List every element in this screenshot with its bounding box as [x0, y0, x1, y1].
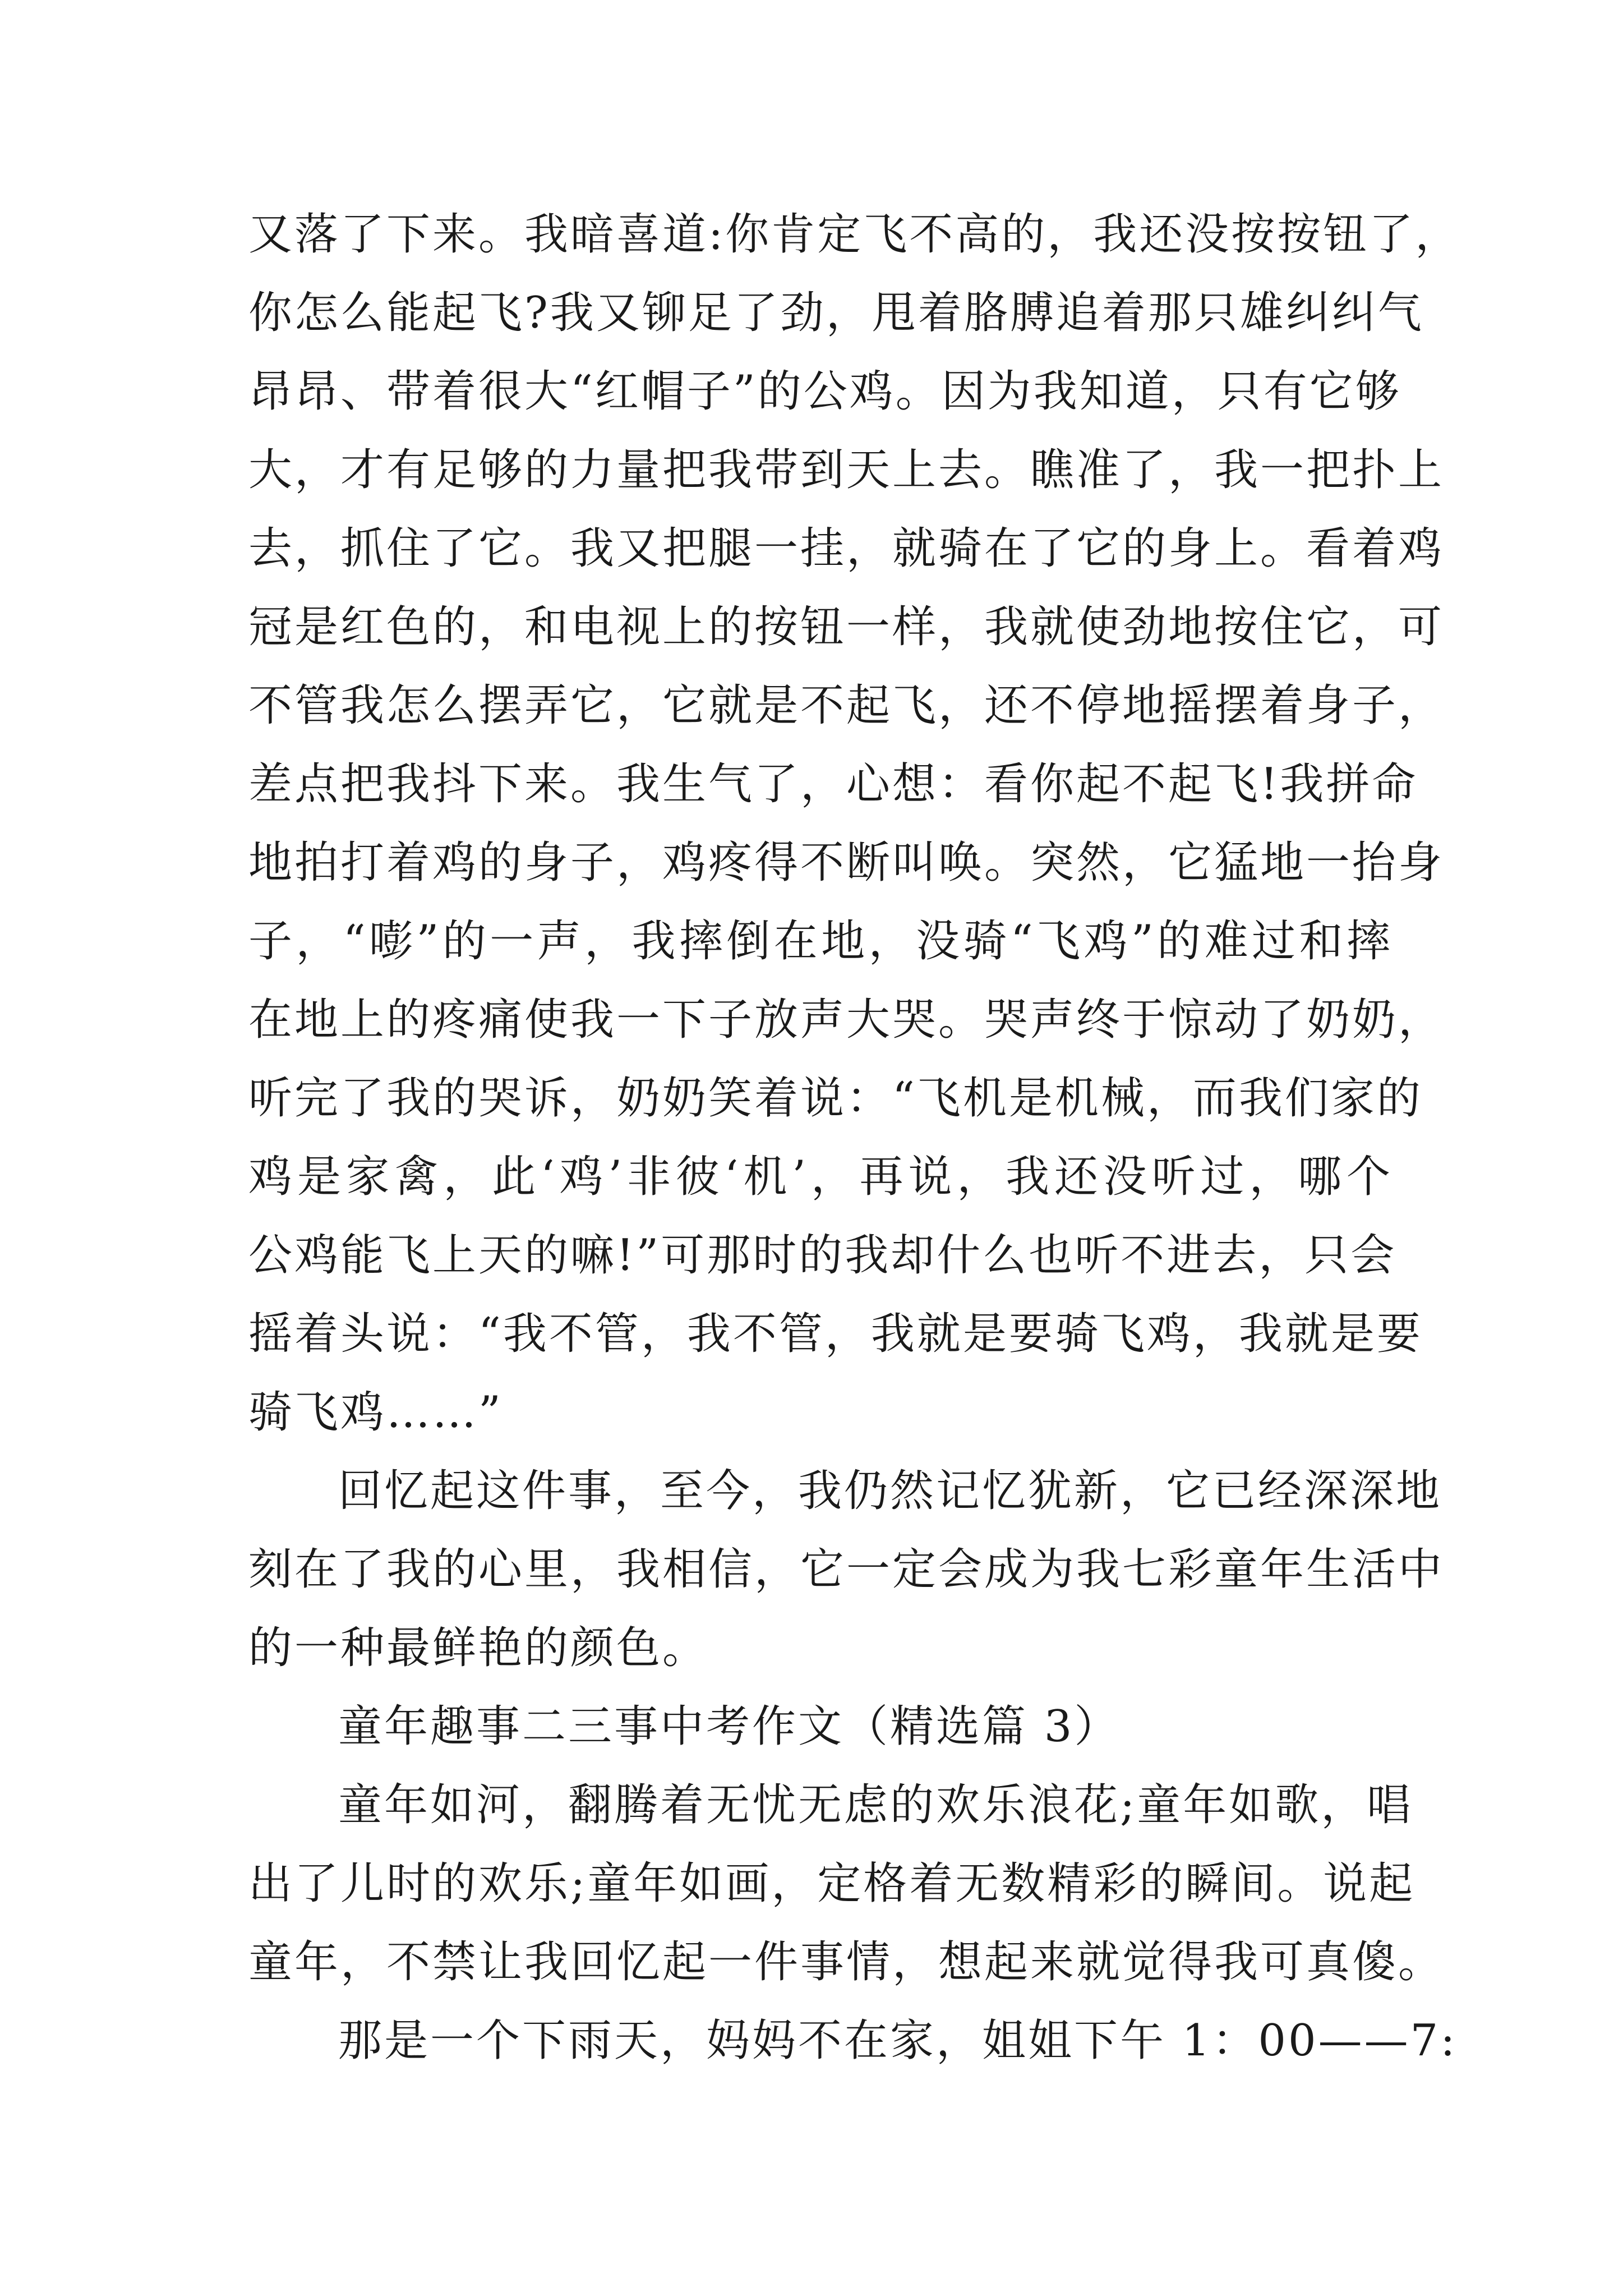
body-line: 的一种最鲜艳的颜色。: [248, 1623, 709, 1673]
body-line: 子，“嘭”的一声，我摔倒在地，没骑“飞鸡”的难过和摔: [248, 916, 1393, 967]
body-line: 童年，不禁让我回忆起一件事情，想起来就觉得我可真傻。: [248, 1937, 1445, 1987]
body-line: 大，才有足够的力量把我带到天上去。瞧准了，我一把扑上: [248, 445, 1445, 495]
body-line: 摇着头说：“我不管，我不管，我就是要骑飞鸡，我就是要: [248, 1309, 1423, 1359]
body-line: 在地上的疼痛使我一下子放声大哭。哭声终于惊动了奶奶，: [248, 995, 1445, 1045]
body-line: 又落了下来。我暗喜道:你肯定飞不高的，我还没按按钮了，: [248, 209, 1461, 260]
body-line: 地拍打着鸡的身子，鸡疼得不断叫唤。突然，它猛地一抬身: [248, 838, 1445, 888]
body-line: 童年如河，翻腾着无忧无虑的欢乐浪花;童年如歌，唱: [338, 1780, 1413, 1830]
body-line: 不管我怎么摆弄它，它就是不起飞，还不停地摇摆着身子，: [248, 680, 1445, 731]
body-line: 你怎么能起飞?我又铆足了劲，甩着胳膊追着那只雄纠纠气: [248, 288, 1424, 338]
section-heading: 童年趣事二三事中考作文（精选篇 3）: [338, 1701, 1121, 1752]
body-line: 出了儿时的欢乐;童年如画，定格着无数精彩的瞬间。说起: [248, 1858, 1415, 1909]
document-body: [248, 195, 1461, 2080]
body-line: 鸡是家禽，此‘鸡’非彼‘机’，再说，我还没听过，哪个: [248, 1152, 1393, 1202]
body-line: 公鸡能飞上天的嘛!”可那时的我却什么也听不进去，只会: [248, 1230, 1397, 1281]
body-line: 那是一个下雨天，妈妈不在家，姐姐下午 1：00——7:: [338, 2016, 1458, 2066]
body-line: 差点把我抖下来。我生气了，心想：看你起不起飞!我拼命: [248, 759, 1418, 809]
body-line: 骑飞鸡……”: [248, 1387, 503, 1438]
body-line: 冠是红色的，和电视上的按钮一样，我就使劲地按住它，可: [248, 602, 1445, 652]
body-line: 刻在了我的心里，我相信，它一定会成为我七彩童年生活中: [248, 1544, 1445, 1595]
body-line: 回忆起这件事，至今，我仍然记忆犹新，它已经深深地: [338, 1466, 1442, 1516]
body-line: 去，抓住了它。我又把腿一挂，就骑在了它的身上。看着鸡: [248, 523, 1445, 574]
body-line: 昂昂、带着很大“红帽子”的公鸡。因为我知道，只有它够: [248, 366, 1401, 417]
body-line: 听完了我的哭诉，奶奶笑着说：“飞机是机械，而我们家的: [248, 1073, 1423, 1124]
